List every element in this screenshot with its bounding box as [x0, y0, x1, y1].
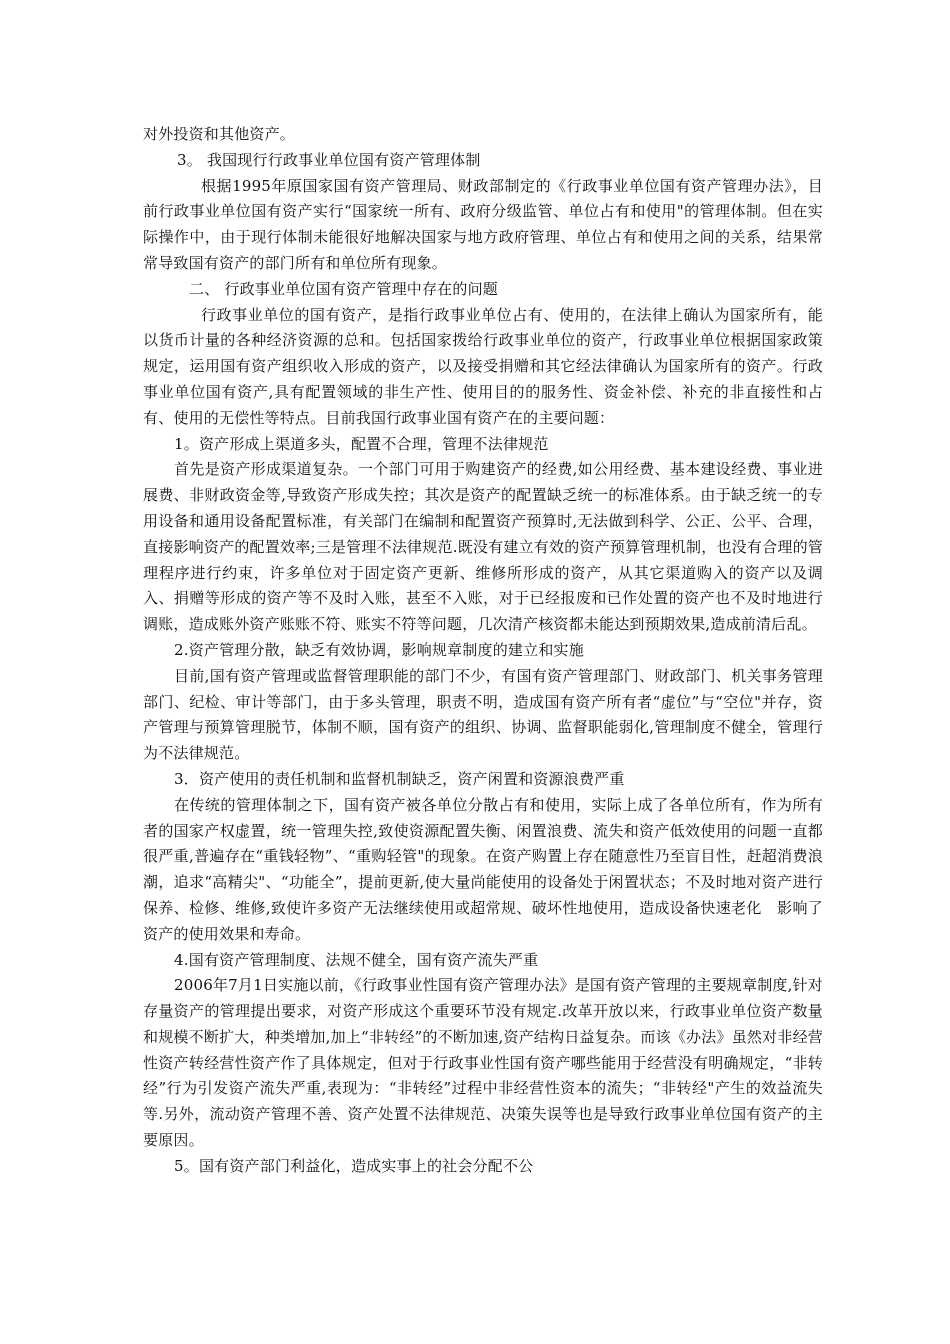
subsection-heading: 2.资产管理分散，缺乏有效协调，影响规章制度的建立和实施: [174, 640, 584, 659]
subsection-heading: 3．资产使用的责任机制和监督机制缺乏，资产闲置和资源浪费严重: [174, 769, 625, 788]
paragraph: 2006年7月1日实施以前，《行政事业性国有资产管理办法》是国有资产管理的主要规章制度,针对存量资产的管理提出要求，对资产形成这个重要环节没有规定.改革开放以来，行政事业单位资产数量和规模不断扩大，种类增加,加上“非转经”的不断加速,资产结构日益复杂。而该《办法》虽然对非经营性资产转经营性资产作了具体规定，但对于行政事业性国有资产哪些能用于经营没有明确规定，“非转经”行为引发资产流失严重,表现为：“非转经”过程中非经营性资本的流失；“非转经"产生的效益流失等.另外，流动资产管理不善、资产处置不法律规范、决策失误等也是导致行政事业单位国有资产的主要原因。: [143, 976, 823, 1150]
section-heading: 3。 我国现行行政事业单位国有资产管理体制: [177, 150, 481, 169]
subsection-heading: 5。国有资产部门利益化，造成实事上的社会分配不公: [174, 1156, 534, 1175]
paragraph: 根据1995年原国家国有资产管理局、财政部制定的《行政事业单位国有资产管理办法》，目前行政事业单位国有资产实行“国家统一所有、政府分级监管、单位占有和使用"的管理体制。但在实际操作中，由于现行体制未能很好地解决国家与地方政府管理、单位占有和使用之间的关系，结果常常导致国有资产的部门所有和单位所有现象。: [143, 176, 823, 272]
subsection-heading: 1。资产形成上渠道多头，配置不合理，管理不法律规范: [174, 434, 549, 453]
subsection-heading: 4.国有资产管理制度、法规不健全，国有资产流失严重: [174, 950, 539, 969]
paragraph: 目前,国有资产管理或监督管理职能的部门不少，有国有资产管理部门、财政部门、机关事务管理部门、纪检、审计等部门，由于多头管理，职责不明，造成国有资产所有者“虚位”与“空位"并存，资产管理与预算管理脱节，体制不顺，国有资产的组织、协调、监督职能弱化,管理制度不健全，管理行为不法律规范。: [143, 666, 823, 763]
paragraph: 首先是资产形成渠道复杂。一个部门可用于购建资产的经费,如公用经费、基本建设经费、事业进展费、非财政资金等,导致资产形成失控；其次是资产的配置缺乏统一的标准体系。由于缺乏统一的专用设备和通用设备配置标准，有关部门在编制和配置资产预算时,无法做到科学、公正、公平、合理，直接影响资产的配置效率;三是管理不法律规范.既没有建立有效的资产预算管理机制，也没有合理的管理程序进行约束，许多单位对于固定资产更新、维修所形成的资产，从其它渠道购入的资产以及调入、捐赠等形成的资产等不及时入账，甚至不入账，对于已经报废和已作处置的资产也不及时地进行调账，造成账外资产账账不符、账实不符等问题，几次清产核资都未能达到预期效果,造成前清后乱。: [143, 460, 823, 634]
section-heading: 二、 行政事业单位国有资产管理中存在的问题: [189, 279, 498, 298]
paragraph: 行政事业单位的国有资产，是指行政事业单位占有、使用的，在法律上确认为国家所有，能以货币计量的各种经济资源的总和。包括国家拨给行政事业单位的资产，行政事业单位根据国家政策规定，运用国有资产组织收入形成的资产，以及接受捐赠和其它经法律确认为国家所有的资产。行政事业单位国有资产,具有配置领域的非生产性、使用目的的服务性、资金补偿、补充的非直接性和占有、使用的无偿性等特点。目前我国行政事业国有资产在的主要问题：: [143, 305, 823, 427]
document-body: [143, 122, 823, 1180]
paragraph: 对外投资和其他资产。: [143, 125, 296, 143]
paragraph: 在传统的管理体制之下，国有资产被各单位分散占有和使用，实际上成了各单位所有，作为所有者的国家产权虚置，统一管理失控,致使资源配置失衡、闲置浪费、流失和资产低效使用的问题一直都很严重,普遍存在“重钱轻物”、“重购轻管"的现象。在资产购置上存在随意性乃至盲目性，赶超消费浪潮，追求“高精尖"、“功能全”，提前更新,使大量尚能使用的设备处于闲置状态；不及时地对资产进行保养、检修、维修,致使许多资产无法继续使用或超常规、破坏性地使用，造成设备快速老化 影响了资产的使用效果和寿命。: [143, 795, 823, 943]
